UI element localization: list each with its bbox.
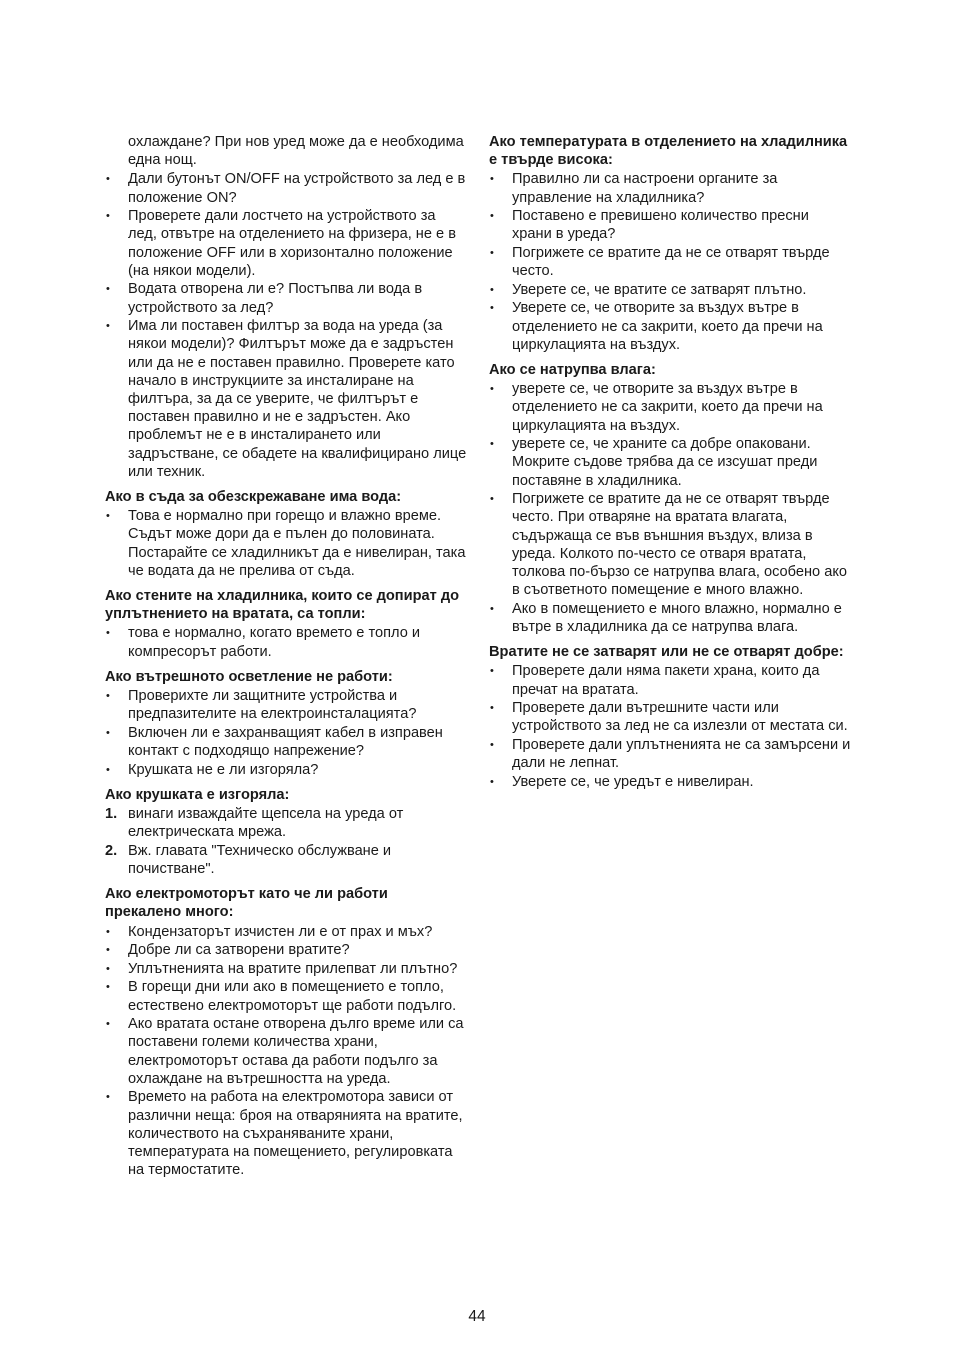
left-column bbox=[105, 133, 467, 1180]
list-item: • Времето на работа на електромотора зависи от различни неща: броя на отварянията на вратите, количеството на съхраняваните храни, температурата на помещението, регулировката на термостатите. bbox=[105, 1088, 467, 1179]
list-item: • Кондензаторът изчистен ли е от прах и мъх? bbox=[105, 923, 467, 941]
list-item: • Уплътненията на вратите прилепват ли плътно? bbox=[105, 960, 467, 978]
section-heading-high-temperature: Ако температурата в отделението на хладилника е твърде висока: bbox=[489, 134, 848, 169]
bullet-list bbox=[489, 662, 851, 791]
list-item: • уверете се, че храните са добре опаковани. Мокрите съдове трябва да се изсушат преди поставяне в хладилника. bbox=[489, 435, 851, 490]
bullet-list bbox=[489, 170, 851, 354]
intro-bullet-list bbox=[105, 170, 467, 481]
step-text: винаги изваждайте щепсела на уреда от електрическата мрежа. bbox=[128, 806, 404, 841]
list-item: • Проверете дали лостчето на устройството за лед, отвътре на отделението на фризера, не е в положение OFF или в хоризонтално положение (на някои модели). bbox=[105, 207, 467, 280]
list-item: • Ако в помещението е много влажно, нормално е вътре в хладилника да се натрупва влага. bbox=[489, 600, 851, 636]
list-item: • това е нормално, когато времето е топло и компресорът работи. bbox=[105, 624, 467, 660]
list-item: • Уверете се, че вратите се затварят плътно. bbox=[489, 281, 851, 299]
list-item: • Има ли поставен филтър за вода на уреда (за някои модели)? Филтърът може да е задръстен или да не е поставен правилно. Проверете като начало в инструкциите за инсталиране на филтъра, за да се уверите, че филтърът е поставен правилно и не е задръстен. Ако проблемът не е в инсталирането или задръстване, се обадете на квалифицирано лице или техник. bbox=[105, 317, 467, 481]
section-heading-interior-light: Ако вътрешното осветление не работи: bbox=[105, 668, 393, 685]
list-item: • Ако вратата остане отворена дълго време или са поставени големи количества храни, електромоторът остава да работи подълго за охлаждане на вътрешността на уреда. bbox=[105, 1015, 467, 1088]
section-heading-defrost-tray: Ако в съда за обезскрежаване има вода: bbox=[105, 489, 402, 506]
bullet-list bbox=[105, 624, 467, 660]
step-number: 2. bbox=[105, 842, 118, 859]
list-item: • Правилно ли са настроени органите за управление на хладилника? bbox=[489, 170, 851, 206]
numbered-list bbox=[105, 805, 467, 878]
list-item bbox=[105, 805, 467, 841]
list-item bbox=[105, 842, 467, 878]
step-number: 1. bbox=[105, 806, 118, 823]
list-item: • уверете се, че отворите за въздух вътре в отделението не са закрити, което да пречи на циркулацията на въздух. bbox=[489, 380, 851, 435]
section-heading-warm-walls: Ако стените на хладилника, които се допират до уплътнението на вратата, са топли: bbox=[105, 588, 459, 623]
list-item: • Крушката не е ли изгоряла? bbox=[105, 761, 467, 779]
list-item: • Това е нормално при горещо и влажно време. Съдът може дори да е пълен до половината. Постарайте се хладилникът да е нивелиран, така че водата да не прелива от съда. bbox=[105, 507, 467, 580]
list-item: • Включен ли е захранващият кабел в изправен контакт с подходящо напрежение? bbox=[105, 724, 467, 760]
list-item: • В горещи дни или ако в помещението е топло, естествено електромоторът ще работи подълго. bbox=[105, 978, 467, 1014]
section-heading-doors: Вратите не се затварят или не се отварят добре: bbox=[489, 644, 844, 661]
list-item: • Добре ли са затворени вратите? bbox=[105, 941, 467, 959]
list-item: • Погрижете се вратите да не се отварят твърде често. bbox=[489, 244, 851, 280]
list-item: • Дали бутонът ON/OFF на устройството за лед е в положение ON? bbox=[105, 170, 467, 206]
bullet-list bbox=[105, 507, 467, 580]
list-item: • Погрижете се вратите да не се отварят твърде често. При отваряне на вратата влагата, съдържаща се във външния въздух, влиза в уреда. Колкото по-често се отваря вратата, толкова по-бързо се натрупва влага, особено ако в съответното помещение е много влажно. bbox=[489, 490, 851, 599]
list-item: • Уверете се, че уредът е нивелиран. bbox=[489, 773, 851, 791]
list-item: • Проверете дали няма пакети храна, които да пречат на вратата. bbox=[489, 662, 851, 698]
list-item: • Проверихте ли защитните устройства и предпазителите на електроинсталацията? bbox=[105, 687, 467, 723]
section-heading-bulb: Ако крушката е изгоряла: bbox=[105, 786, 290, 803]
list-item: • Проверете дали вътрешните части или устройството за лед не са излезли от местата си. bbox=[489, 699, 851, 735]
list-item: • Поставено е превишено количество пресни храни в уреда? bbox=[489, 207, 851, 243]
bullet-list bbox=[105, 687, 467, 779]
right-column bbox=[489, 133, 851, 791]
step-text: Вж. главата "Техническо обслужване и почистване". bbox=[128, 842, 392, 878]
bullet-list bbox=[105, 923, 467, 1180]
page-number: 44 bbox=[468, 1308, 486, 1325]
section-heading-motor: Ако електромоторът като че ли работи прекалено много: bbox=[105, 886, 388, 921]
section-heading-moisture: Ако се натрупва влага: bbox=[489, 362, 656, 378]
list-item: • Уверете се, че отворите за въздух вътре в отделението не са закрити, което да пречи на циркулацията на въздух. bbox=[489, 299, 851, 354]
intro-continuation: охлаждане? При нов уред може да е необходима една нощ. bbox=[128, 134, 464, 169]
bullet-list bbox=[489, 380, 851, 636]
list-item: • Проверете дали уплътненията не са замърсени и дали не лепнат. bbox=[489, 736, 851, 772]
list-item: • Водата отворена ли е? Постъпва ли вода в устройството за лед? bbox=[105, 280, 467, 316]
